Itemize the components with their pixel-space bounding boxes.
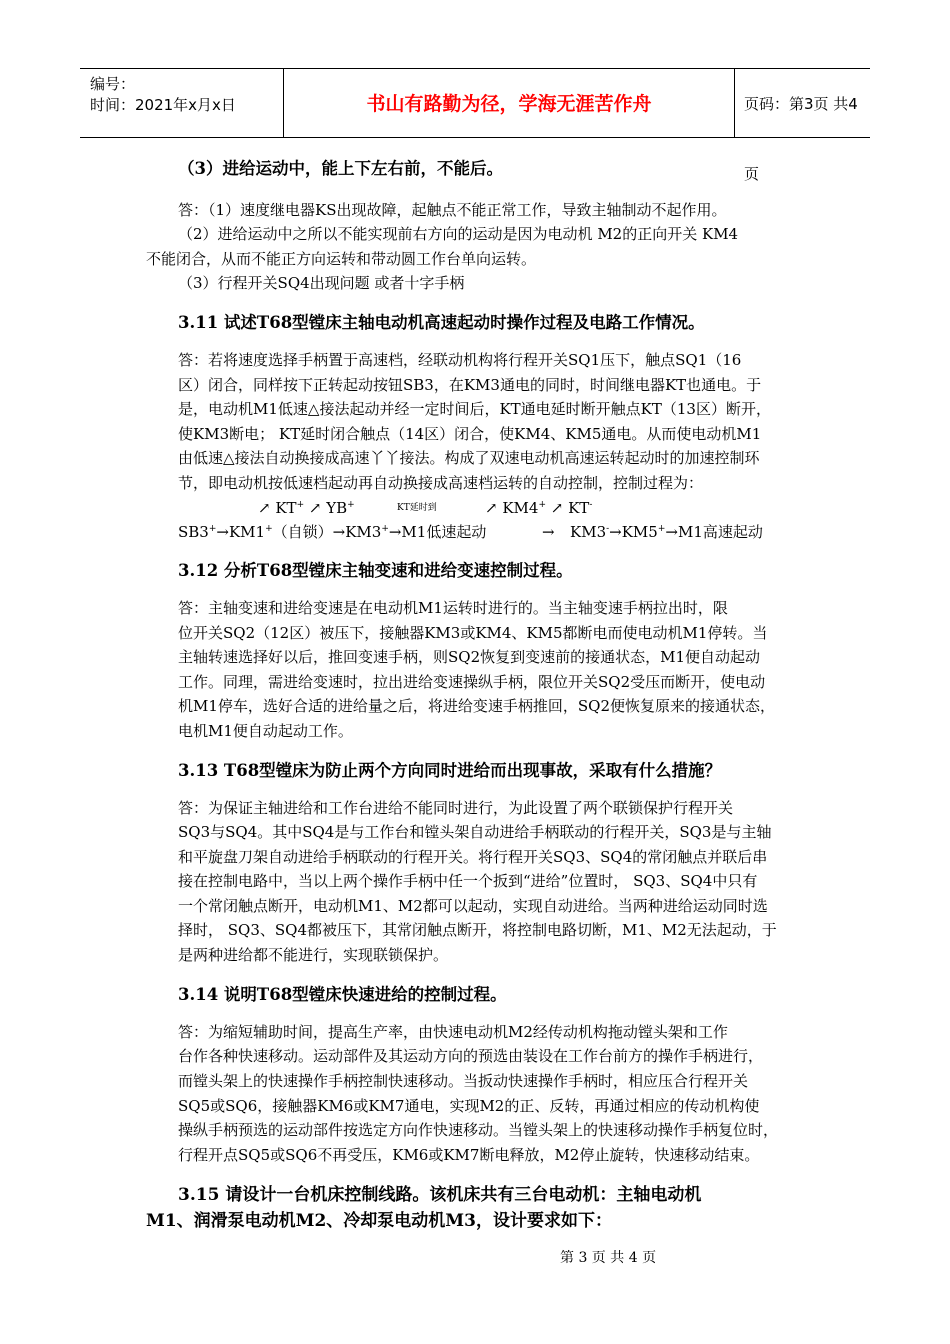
superscript: + bbox=[347, 500, 355, 510]
superscript: - bbox=[606, 524, 610, 534]
arrow-kt-plus: ↗ KT bbox=[258, 499, 297, 517]
question-heading-3-14: 3.14 说明T68型镗床快速进给的控制过程。 bbox=[178, 985, 507, 1004]
answer-line: 操纵手柄预选的运动部件按选定方向作快速移动。当镗头架上的快速移动操作手柄复位时， bbox=[178, 1121, 779, 1139]
superscript: + bbox=[296, 500, 305, 510]
arrow-km4-plus: ↗ KM4 bbox=[485, 499, 539, 517]
header-page-label: 页码：第3页 共4页 bbox=[744, 95, 858, 183]
answer-line: 和平旋盘刀架自动进给手柄联动的行程开关。将行程开关SQ3、SQ4的常闭触点并联后串 bbox=[178, 848, 768, 866]
page-footer: 第 3 页 共 4 页 bbox=[560, 1250, 657, 1266]
answer-line: 使KM3断电； KT延时闭合触点（14区）闭合，使KM4、KM5通电。从而使电动机M1 bbox=[178, 425, 762, 443]
time-label: 时间：2021年x月x日 bbox=[90, 96, 236, 114]
number-label: 编号： bbox=[90, 75, 136, 93]
answer-line: 台作各种快速移动。运动部件及其运动方向的预选由装设在工作台前方的操作手柄进行， bbox=[178, 1047, 764, 1065]
answer-line: 一个常闭触点断开，电动机M1、M2都可以起动，实现自动进给。当两种进给运动同时选 bbox=[178, 897, 768, 915]
control-process-main-right bbox=[570, 522, 763, 542]
answer-line: （2）进给运动中之所以不能实现前右方向的运动是因为电动机 M2的正向开关 KM4 bbox=[178, 225, 739, 243]
answer-line: 行程开点SQ5或SQ6不再受压，KM6或KM7断电释放，M2停止旋转，快速移动结束。 bbox=[178, 1146, 760, 1164]
header-motto: 书山有路勤为径，学海无涯苦作舟 bbox=[284, 69, 735, 137]
answer-line: 是，电动机M1低速△接法起动并经一定时间后，KT通电延时断开触点KT（13区）断开， bbox=[178, 400, 771, 418]
question-heading-3-15-cont: M1、润滑泵电动机M2、冷却泵电动机M3，设计要求如下： bbox=[146, 1211, 612, 1231]
superscript: + bbox=[265, 524, 273, 534]
answer-line: 位开关SQ2（12区）被压下，接触器KM3或KM4、KM5都断电而使电动机M1停转。当 bbox=[178, 624, 768, 642]
km5-text: →KM5 bbox=[609, 523, 658, 541]
control-process-main bbox=[178, 522, 486, 542]
answer-line: SQ3与SQ4。其中SQ4是与工作台和镗头架自动进给手柄联动的行程开关，SQ3是与主轴 bbox=[178, 823, 772, 841]
question-heading-3-13: 3.13 T68型镗床为防止两个方向同时进给而出现事故，采取有什么措施？ bbox=[178, 761, 722, 780]
km3-minus-text: KM3 bbox=[570, 523, 607, 541]
answer-line: 而镗头架上的快速操作手柄控制快速移动。当扳动快速操作手柄时，相应压合行程开关 bbox=[178, 1072, 749, 1090]
superscript: + bbox=[208, 524, 217, 534]
kt-delay-label: KT延时到 bbox=[397, 503, 437, 513]
question-heading-3-12: 3.12 分析T68型镗床主轴变速和进给变速控制过程。 bbox=[178, 561, 573, 580]
control-process-arrow: → bbox=[542, 523, 555, 541]
answer-line: 是两种进给都不能进行，实现联锁保护。 bbox=[178, 946, 449, 964]
answer-line: 答：为保证主轴进给和工作台进给不能同时进行，为此设置了两个联锁保护行程开关 bbox=[178, 799, 734, 817]
km1-text: →KM1 bbox=[216, 523, 266, 541]
answer-line: SQ5或SQ6，接触器KM6或KM7通电，实现M2的正、反转，再通过相应的传动机构使 bbox=[178, 1097, 760, 1115]
answer-line: 答：若将速度选择手柄置于高速档，经联动机构将行程开关SQ1压下，触点SQ1（16 bbox=[178, 351, 742, 369]
arrow-yb-plus: ↗ YB bbox=[304, 499, 348, 517]
control-process-upper-right bbox=[485, 498, 592, 518]
answer-line: 接在控制电路中，当以上两个操作手柄中任一个扳到“进给”位置时， SQ3、SQ4中只有 bbox=[178, 872, 758, 890]
answer-line: 主轴转速选择好以后，推回变速手柄，则SQ2恢复到变速前的接通状态，M1便自动起动 bbox=[178, 648, 761, 666]
answer-line: 由低速△接法自动换接成高速丫丫接法。构成了双速电动机高速运转起动时的加速控制环 bbox=[178, 449, 760, 467]
answer-line: 节，即电动机按低速档起动再自动换接成高速档运转的自动控制，控制过程为： bbox=[178, 474, 704, 492]
sb3-text: SB3 bbox=[178, 523, 209, 541]
question-heading-3-11: 3.11 试述T68型镗床主轴电动机高速起动时操作过程及电路工作情况。 bbox=[178, 313, 705, 332]
answer-line: 择时， SQ3、SQ4都被压下，其常闭触点断开，将控制电路切断，M1、M2无法起动，于 bbox=[178, 921, 777, 939]
superscript: + bbox=[657, 524, 666, 534]
answer-line: （3）行程开关SQ4出现问题 或者十字手柄 bbox=[178, 274, 465, 292]
heading-3-10-item-3: （3）进给运动中，能上下左右前，不能后。 bbox=[178, 159, 503, 178]
superscript: + bbox=[381, 524, 389, 534]
superscript: + bbox=[538, 500, 546, 510]
answer-line: 答：主轴变速和进给变速是在电动机M1运转时进行的。当主轴变速手柄拉出时，限 bbox=[178, 599, 728, 617]
answer-line: 答：（1）速度继电器KS出现故障，起触点不能正常工作，导致主轴制动不起作用。 bbox=[178, 201, 727, 219]
m1-high-speed-text: →M1高速起动 bbox=[665, 523, 763, 541]
question-heading-3-15: 3.15 请设计一台机床控制线路。该机床共有三台电动机：主轴电动机 bbox=[178, 1185, 702, 1205]
answer-line: 区）闭合，同样按下正转起动按钮SB3，在KM3通电的同时，时间继电器KT也通电。于 bbox=[178, 376, 762, 394]
answer-line: 不能闭合，从而不能正方向运转和带动圆工作台单向运转。 bbox=[146, 250, 537, 268]
m1-low-speed-text: →M1低速起动 bbox=[388, 523, 487, 541]
answer-line: 工作。同理，需进给变速时，拉出进给变速操纵手柄，限位开关SQ2受压而断开，使电动 bbox=[178, 673, 766, 691]
arrow-kt-minus: ↗ KT bbox=[546, 499, 590, 517]
superscript: - bbox=[589, 500, 593, 510]
header-meta-cell bbox=[80, 69, 284, 137]
answer-line: 机M1停车，选好合适的进给量之后，将进给变速手柄推回，SQ2便恢复原来的接通状态， bbox=[178, 697, 776, 715]
answer-line: 电机M1便自动起动工作。 bbox=[178, 722, 353, 740]
km3-text: （自锁）→KM3 bbox=[272, 523, 382, 541]
control-process-upper bbox=[258, 498, 355, 518]
answer-line: 答：为缩短辅助时间，提高生产率，由快速电动机M2经传动机构拖动镗头架和工作 bbox=[178, 1023, 728, 1041]
